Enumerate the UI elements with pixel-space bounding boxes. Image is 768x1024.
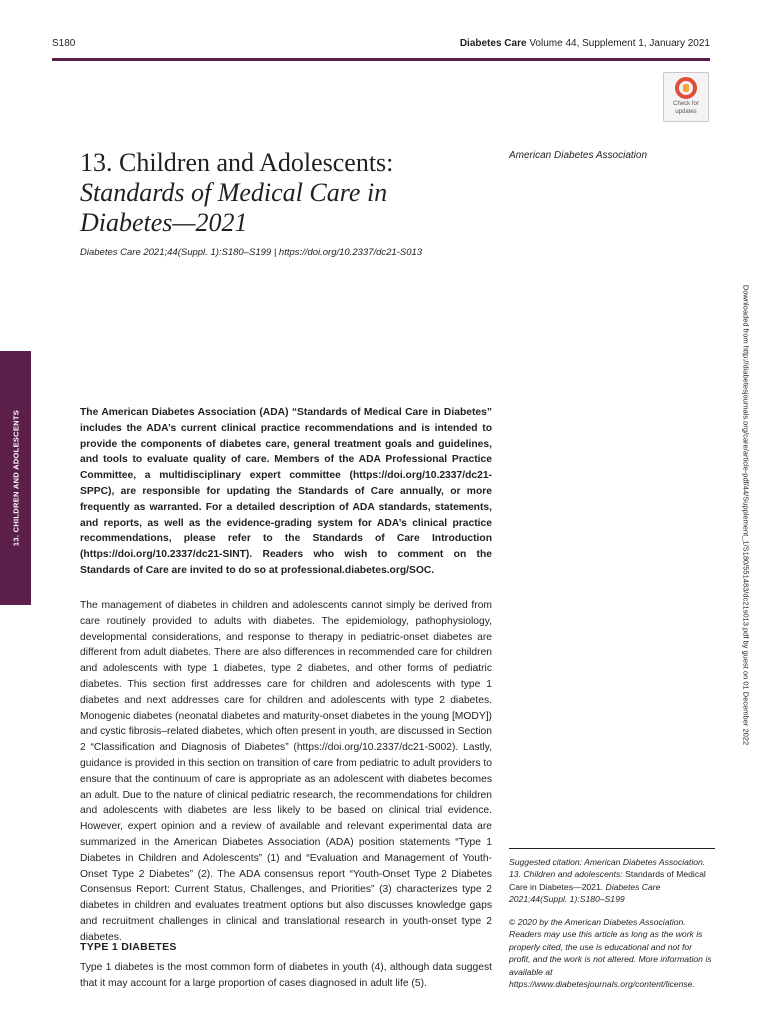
suggested-citation: [509, 856, 715, 906]
check-updates-icon: [675, 77, 697, 99]
article-title: [80, 148, 480, 238]
journal-header: [460, 38, 710, 49]
download-note: [741, 270, 751, 760]
abstract: The American Diabetes Association (ADA) “Standards of Medical Care in Diabetes” includes the ADA’s current clinical practice recommendations and is intended to provide the components of diabetes care, general treatment goals and guidelines, and tools to evaluate quality of care. Members of the ADA Professional Practice Committee, a multidisciplinary expert committee (https://doi.org/10.2337/dc21-SPPC), are responsible for updating the Standards of Care annually, or more frequently as warranted. For a detailed description of ADA standards, statements, and reports, as well as the evidence-grading system for ADA’s clinical practice recommendations, please refer to the Standards of Care Introduction (https://doi.org/10.2337/dc21-SINT). Readers who wish to comment on the Standards of Care are invited to do so at professional.diabetes.org/SOC.: [80, 407, 492, 576]
journal-issue: Volume 44, Supplement 1, January 2021: [529, 38, 710, 49]
header-rule: [52, 58, 710, 61]
citation-line: Diabetes Care 2021;44(Suppl. 1):S180–S199 | https://doi.org/10.2337/dc21-S013: [80, 247, 423, 258]
copyright-text: 2020 by the American Diabetes Association. Readers may use this article as long as the work is properly cited, the use is educational and not for profit, and the work is not altered. More information is available at https://www.diabetesjournals.org/content/license.: [509, 917, 712, 990]
author: American Diabetes Association: [509, 150, 648, 161]
page-number: S180: [52, 38, 76, 49]
suggested-citation-title: Standards of Medical Care in Diabetes—2021.: [509, 869, 706, 892]
copyright-notice: [509, 916, 715, 990]
title-main: 13. Children and Adolescents:: [80, 148, 394, 177]
section-paragraph: Type 1 diabetes is the most common form of diabetes in youth (4), although data suggest that it may account for a large proportion of cases diagnosed in adult life (5).: [80, 962, 492, 989]
badge-line1: Check for: [673, 101, 699, 107]
suggested-citation-lead: Suggested citation: American Diabetes Association. 13. Children and adolescents:: [509, 857, 706, 880]
intro-paragraph: The management of diabetes in children and adolescents cannot simply be derived from care routinely provided to adults with diabetes. The epidemiology, pathophysiology, developmental considerations, and response to therapy in pediatric-onset diabetes are different from adult diabetes. There are also differences in recommended care for children and adolescents with type 1 diabetes, type 2 diabetes, and other forms of pediatric diabetes. This section first addresses care for children and adolescents with type 1 diabetes and next addresses care for children and adolescents with type 2 diabetes. Monogenic diabetes (neonatal diabetes and maturity-onset diabetes in the young [MODY]) and cystic fibrosis–related diabetes, which often present in youth, are discussed in Section 2 “Classification and Diagnosis of Diabetes” (https://doi.org/10.2337/dc21-S002). Lastly, guidance is provided in this section on transition of care from pediatric to adult providers to ensure that the continuum of care is appropriate as an adolescent with diabetes becomes an adult. Due to the nature of clinical pediatric research, the recommendations for children and adolescents with diabetes are less likely to be based on clinical trial evidence. However, expert opinion and a review of available and relevant experimental data are summarized in the American Diabetes Association (ADA) position statements “Type 1 Diabetes in Children and Adolescents” (1) and “Evaluation and Management of Youth-Onset Type 2 Diabetes” (2). The ADA consensus report “Youth-Onset Type 2 Diabetes Consensus Report: Current Status, Challenges, and Priorities” (3) characterizes type 2 diabetes in children and evaluates treatment options but also discusses knowledge gaps and recruitment challenges in clinical and translational research in youth-onset type 2 diabetes.: [80, 600, 492, 943]
section-sidebar: [0, 351, 31, 605]
suggested-citation-journal: Diabetes Care 2021;44(Suppl. 1):S180–S199: [509, 881, 661, 905]
footnote-rule: [509, 848, 715, 849]
copyright-symbol: ©: [509, 917, 516, 927]
section-heading: TYPE 1 DIABETES: [80, 941, 177, 953]
sidebar-label: 13. CHILDREN AND ADOLESCENTS: [11, 409, 20, 547]
download-note-text: Downloaded from http://diabetesjournals.org/care/article-pdf/44/Supplement_1/S180/551483/dc21s013.pdf by guest on 01 December 2022: [741, 284, 751, 746]
badge-line2: updates: [675, 109, 697, 115]
check-for-updates-badge[interactable]: [663, 72, 709, 122]
title-italic: Standards of Medical Care in Diabetes—2021: [80, 178, 388, 237]
journal-name: Diabetes Care: [459, 38, 527, 49]
